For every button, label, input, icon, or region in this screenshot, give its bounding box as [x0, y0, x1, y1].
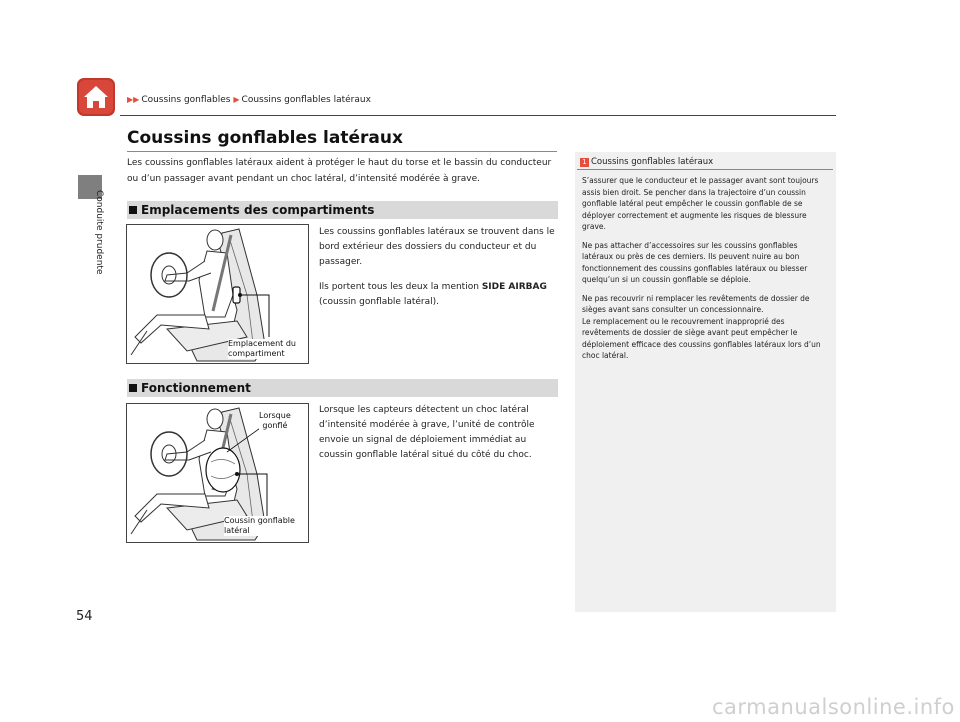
- arrow-right-icon: ▶▶: [127, 95, 140, 104]
- callout-when-inflated: [259, 411, 291, 431]
- section-heading-text: Fonctionnement: [141, 381, 251, 395]
- page-number: 54: [76, 609, 93, 624]
- callout-line: Lorsque: [259, 411, 291, 420]
- body-text: Ils portent tous les deux la mention: [319, 282, 479, 292]
- breadcrumb-item[interactable]: Coussins gonflables: [141, 95, 231, 105]
- square-bullet-icon: [129, 206, 137, 214]
- sidebar-paragraph: Ne pas recouvrir ni remplacer les revêtements de dossier de sièges avant sans consulter un concessionnaire.: [582, 293, 810, 314]
- home-icon[interactable]: [76, 77, 116, 117]
- callout-line: Coussin gonflable: [224, 516, 295, 525]
- sidebar-paragraph: Le remplacement ou le recouvrement inapproprié des revêtements de dossier de siège avant peut empêcher le déploiement efficace des coussins gonflables latéraux lors d’un choc latéral.: [582, 316, 821, 360]
- sidebar-divider: [577, 169, 833, 170]
- title-divider: [127, 151, 557, 152]
- body-paragraph: Les coussins gonflables latéraux se trouvent dans le bord extérieur des dossiers du conducteur et du passager.: [319, 227, 555, 267]
- intro-paragraph: Les coussins gonflables latéraux aident à protéger le haut du torse et le bassin du conducteur ou d’un passager avant pendant un choc latéral, d’intensité modérée à grave.: [127, 158, 552, 184]
- label-text: SIDE AIRBAG: [481, 282, 547, 292]
- header-divider: [120, 115, 836, 116]
- callout-compartment-location: [228, 339, 296, 359]
- callout-line: compartiment: [228, 349, 285, 358]
- note-icon: 1: [580, 158, 589, 167]
- section-body: [319, 403, 559, 473]
- callout-line: Emplacement du: [228, 339, 296, 348]
- callout-line: gonflé: [262, 421, 288, 430]
- arrow-right-icon: ▶: [233, 95, 240, 104]
- sidebar-title: [580, 157, 713, 167]
- section-heading: [127, 379, 558, 397]
- sidebar-paragraph: Ne pas attacher d’accessoires sur les coussins gonflables latéraux ou près de ces derniers. Ils peuvent nuire au bon fonctionnement des coussins gonflables latéraux ou blesser quelqu’un si un coussin gonflable se déploie.: [582, 240, 808, 284]
- watermark: carmanualsonline.info: [712, 695, 955, 719]
- body-paragraph: [319, 280, 559, 310]
- sidebar-paragraph: S’assurer que le conducteur et le passager avant sont toujours assis bien droit. Se pencher dans la trajectoire d’un coussin gonflable latéral peut empêcher le coussin gonflable de se déployer correctement et augmente les risques de blessure grave.: [582, 176, 819, 231]
- breadcrumb-item[interactable]: Coussins gonflables latéraux: [241, 95, 371, 105]
- callout-side-airbag: [224, 516, 295, 536]
- chapter-label: Conduite prudente: [94, 190, 104, 275]
- body-paragraph: Lorsque les capteurs détectent un choc latéral d’intensité modérée à grave, l’unité de contrôle envoie un signal de déploiement immédiat au coussin gonflable latéral situé du côté du choc.: [319, 405, 535, 460]
- body-text: (coussin gonflable latéral).: [319, 297, 440, 307]
- breadcrumb: [127, 95, 371, 105]
- square-bullet-icon: [129, 384, 137, 392]
- callout-line: latéral: [224, 526, 250, 535]
- section-heading-text: Emplacements des compartiments: [141, 203, 375, 217]
- sidebar-body: [582, 175, 830, 369]
- sidebar-title-text: Coussins gonflables latéraux: [591, 157, 714, 167]
- section-body: [319, 225, 559, 320]
- section-heading: [127, 201, 558, 219]
- page-title: Coussins gonflables latéraux: [127, 128, 403, 148]
